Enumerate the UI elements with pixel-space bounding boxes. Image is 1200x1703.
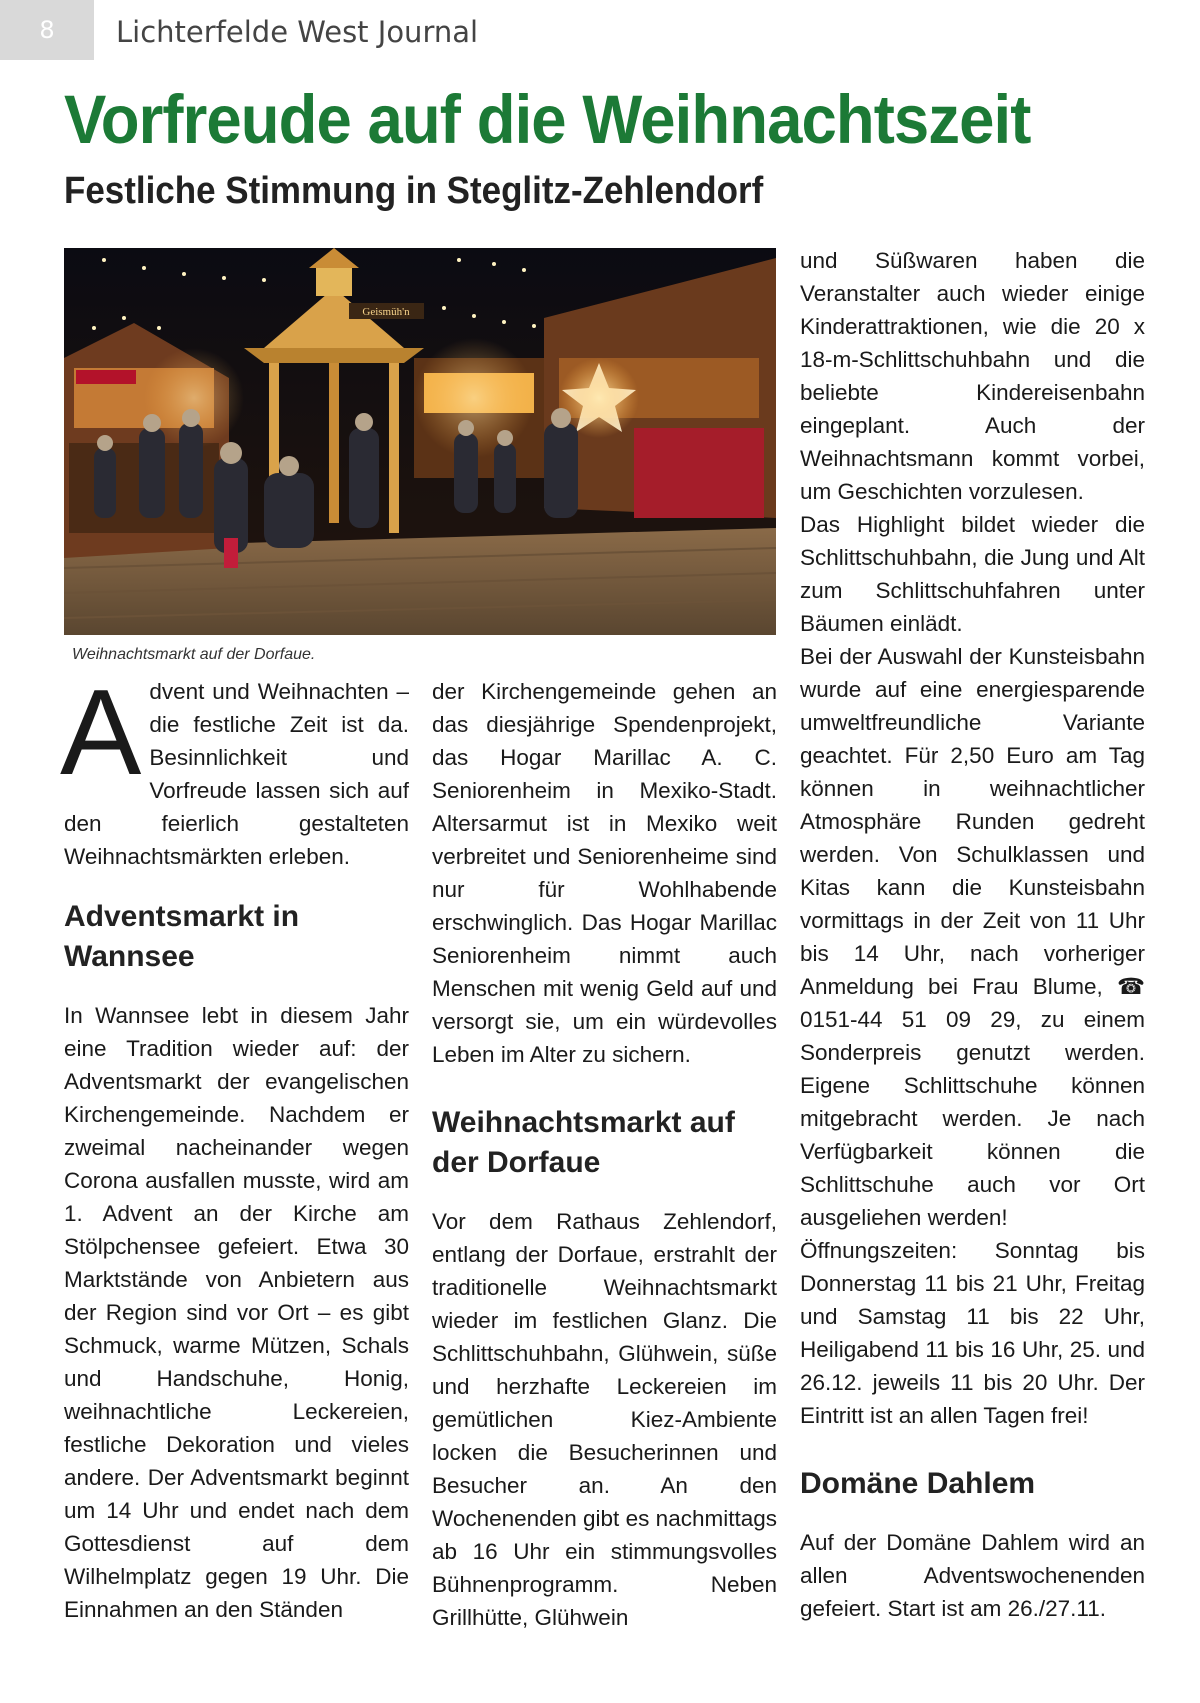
christmas-market-photo bbox=[64, 248, 776, 635]
page-number: 8 bbox=[0, 0, 94, 60]
section-text-dorfaue: Vor dem Rathaus Zehlendorf, entlang der Dorfaue, erstrahlt der traditionelle Weihnachtsmarkt wieder im festlichen Glanz. Die Schlittschuhbahn, Glühwein, süße und herzhafte Leckereien im gemütlichen Kiez-Ambiente locken die Besucherinnen und Besucher an. An den Wochenenden gibt es nachmittags ab 16 Uhr ein stimmungsvolles Bühnenprogramm. Neben Grillhütte, Glühwein bbox=[432, 1209, 777, 1630]
photo-caption: Weihnachtsmarkt auf der Dorfaue. bbox=[72, 646, 316, 663]
section-heading-dorfaue: Weihnachtsmarkt auf der Dorfaue bbox=[432, 1106, 735, 1179]
market-sign-text: Geismüh'n bbox=[362, 306, 410, 318]
column-1 bbox=[60, 664, 409, 1626]
intro-paragraph bbox=[60, 664, 409, 873]
section-text-dahlem: Auf der Domäne Dahlem wird an allen Adventswochenenden gefeiert. Start ist am 26./27.11. bbox=[800, 1530, 1145, 1621]
section-text-dorfaue-continued: und Süßwaren haben die Veranstalter auch wieder einige Kinderattraktionen, wie die 20 x 18-m-Schlittschuhbahn und die beliebte Kindereisenbahn eingeplant. Auch der Weihnachtsmann kommt vorbei, um Geschichten vorzulesen. bbox=[800, 248, 1145, 504]
section-text-wannsee: In Wannsee lebt in diesem Jahr eine Tradition wieder auf: der Adventsmarkt der evangelischen Kirchengemeinde. Nachdem er zweimal nacheinander wegen Corona ausfallen musste, wird am 1. Advent an der Kirche am Stölpchensee gefeiert. Etwa 30 Marktstände von Anbietern aus der Region sind vor Ort – es gibt Schmuck, warme Mützen, Schals und Handschuhe, Honig, weihnachtliche Leckereien, festliche Dekoration und vieles andere. Der Adventsmarkt beginnt um 14 Uhr und endet nach dem Gottesdienst auf dem Wilhelmplatz gegen 19 Uhr. Die Einnahmen an den Ständen bbox=[64, 1003, 409, 1622]
article-title: Vorfreude auf die Weihnachtszeit bbox=[64, 81, 1031, 158]
column-2 bbox=[432, 675, 777, 1634]
journal-name: Lichterfelde West Journal bbox=[116, 15, 479, 49]
intro-text: dvent und Weihnachten – die festliche Zeit ist da. Besinnlichkeit und Vorfreude lassen sich auf den feierlich gestalteten Weihnachtsmärkten erleben. bbox=[64, 679, 409, 869]
section-heading-dahlem: Domäne Dahlem bbox=[800, 1467, 1036, 1500]
section-text-highlight: Das Highlight bildet wieder die Schlittschuhbahn, die Jung und Alt zum Schlittschuhfahren unter Bäumen einlädt. bbox=[800, 512, 1145, 636]
column-3 bbox=[800, 244, 1145, 1625]
section-text-wannsee-continued: der Kirchengemeinde gehen an das diesjährige Spendenprojekt, das Hogar Marillac A. C. Seniorenheim in Mexiko-Stadt. Altersarmut ist in Mexiko weit verbreitet und Seniorenheime sind nur für Wohlhabende erschwinglich. Das Hogar Marillac Seniorenheim nimmt auch Menschen mit wenig Geld auf und versorgt sie, um ein würdevolles Leben im Alter zu sichern. bbox=[432, 679, 777, 1067]
section-text-kunsteisbahn: Bei der Auswahl der Kunsteisbahn wurde auf eine energiesparende umweltfreundliche Variante geachtet. Für 2,50 Euro am Tag können in weihnachtlicher Atmosphäre Runden gedreht werden. Von Schulklassen und Kitas kann die Kunsteisbahn vormittags in der Zeit von 11 Uhr bis 14 Uhr, nach vorheriger Anmeldung bei Frau Blume, ☎ 0151-44 51 09 29, zu einem Sonderpreis genutzt werden. Eigene Schlittschuhe können mitgebracht werden. Je nach Verfügbarkeit können die Schlittschuhe auch vor Ort ausgeliehen werden! bbox=[800, 644, 1145, 1230]
article-subtitle: Festliche Stimmung in Steglitz-Zehlendorf bbox=[64, 170, 764, 212]
drop-cap: A bbox=[60, 664, 142, 800]
section-text-opening-hours: Öffnungszeiten: Sonntag bis Donnerstag 11 bis 21 Uhr, Freitag und Samstag 11 bis 22 Uhr, Heiligabend 11 bis 16 Uhr, 25. und 26.12. jeweils 11 bis 20 Uhr. Der Eintritt ist an allen Tagen frei! bbox=[800, 1238, 1145, 1428]
section-heading-wannsee: Adventsmarkt in Wannsee bbox=[64, 900, 300, 973]
